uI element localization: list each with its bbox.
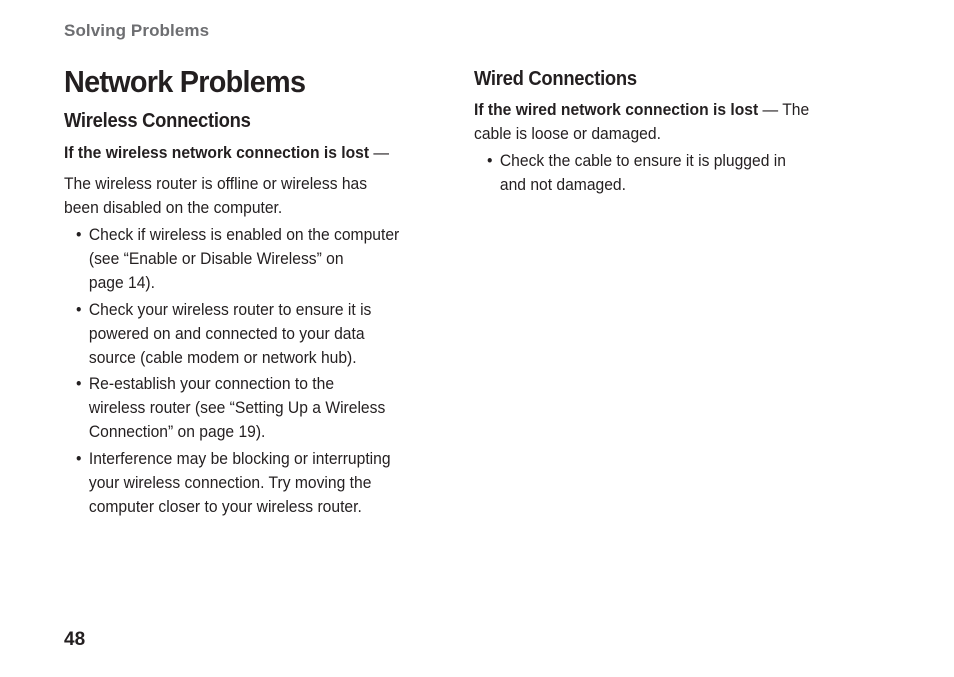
wired-lead-bold: If the wired network connection is lost: [474, 100, 759, 119]
page-number: 48: [64, 629, 86, 650]
bullet-text: [89, 223, 463, 295]
bullet-line: Interference may be blocking or interrupting: [88, 449, 391, 468]
wired-lead-line2: cable is loose or damaged.: [474, 124, 661, 143]
running-head: Solving Problems: [64, 21, 210, 40]
bullet-line: Check the cable to ensure it is plugged in: [499, 151, 786, 170]
wired-heading: Wired Connections: [474, 68, 637, 90]
bullet-line: Check your wireless router to ensure it is: [88, 300, 372, 319]
wireless-bullet-4: [76, 447, 462, 519]
wired-bullet-1: [487, 149, 873, 197]
wired-lead-rest: — The: [758, 100, 810, 119]
bullet-line: page 14).: [88, 273, 155, 292]
bullet-text: [89, 372, 463, 444]
wired-lead-line1: [474, 98, 860, 122]
wired-lead: [474, 98, 860, 146]
wireless-description-line: The wireless router is offline or wireless has: [64, 174, 368, 193]
bullet-glyph: •: [76, 374, 82, 393]
wireless-lead-bold: If the wireless network connection is lost: [64, 143, 370, 162]
wireless-heading: Wireless Connections: [64, 110, 251, 132]
page-title: Network Problems: [64, 64, 306, 99]
wireless-bullet-1: [76, 223, 462, 295]
wireless-lead-dash: —: [369, 143, 390, 162]
wireless-bullet-3: [76, 372, 462, 444]
bullet-glyph: •: [487, 151, 493, 170]
bullet-line: Connection” on page 19).: [88, 422, 266, 441]
wireless-bullet-2: [76, 298, 462, 370]
bullet-line: computer closer to your wireless router.: [88, 497, 362, 516]
bullet-text: [89, 447, 463, 519]
wireless-description-line: been disabled on the computer.: [64, 198, 283, 217]
wireless-description: [64, 172, 450, 220]
bullet-text: [89, 298, 463, 370]
wireless-lead: [64, 141, 450, 165]
bullet-line: source (cable modem or network hub).: [88, 348, 357, 367]
bullet-glyph: •: [76, 300, 82, 319]
bullet-line: wireless router (see “Setting Up a Wireless: [88, 398, 386, 417]
bullet-glyph: •: [76, 449, 82, 468]
bullet-line: powered on and connected to your data: [88, 324, 365, 343]
bullet-line: your wireless connection. Try moving the: [88, 473, 372, 492]
bullet-glyph: •: [76, 225, 82, 244]
bullet-line: and not damaged.: [499, 175, 626, 194]
bullet-line: (see “Enable or Disable Wireless” on: [88, 249, 344, 268]
bullet-line: Re-establish your connection to the: [88, 374, 335, 393]
bullet-text: [500, 149, 874, 197]
bullet-line: Check if wireless is enabled on the computer: [88, 225, 400, 244]
